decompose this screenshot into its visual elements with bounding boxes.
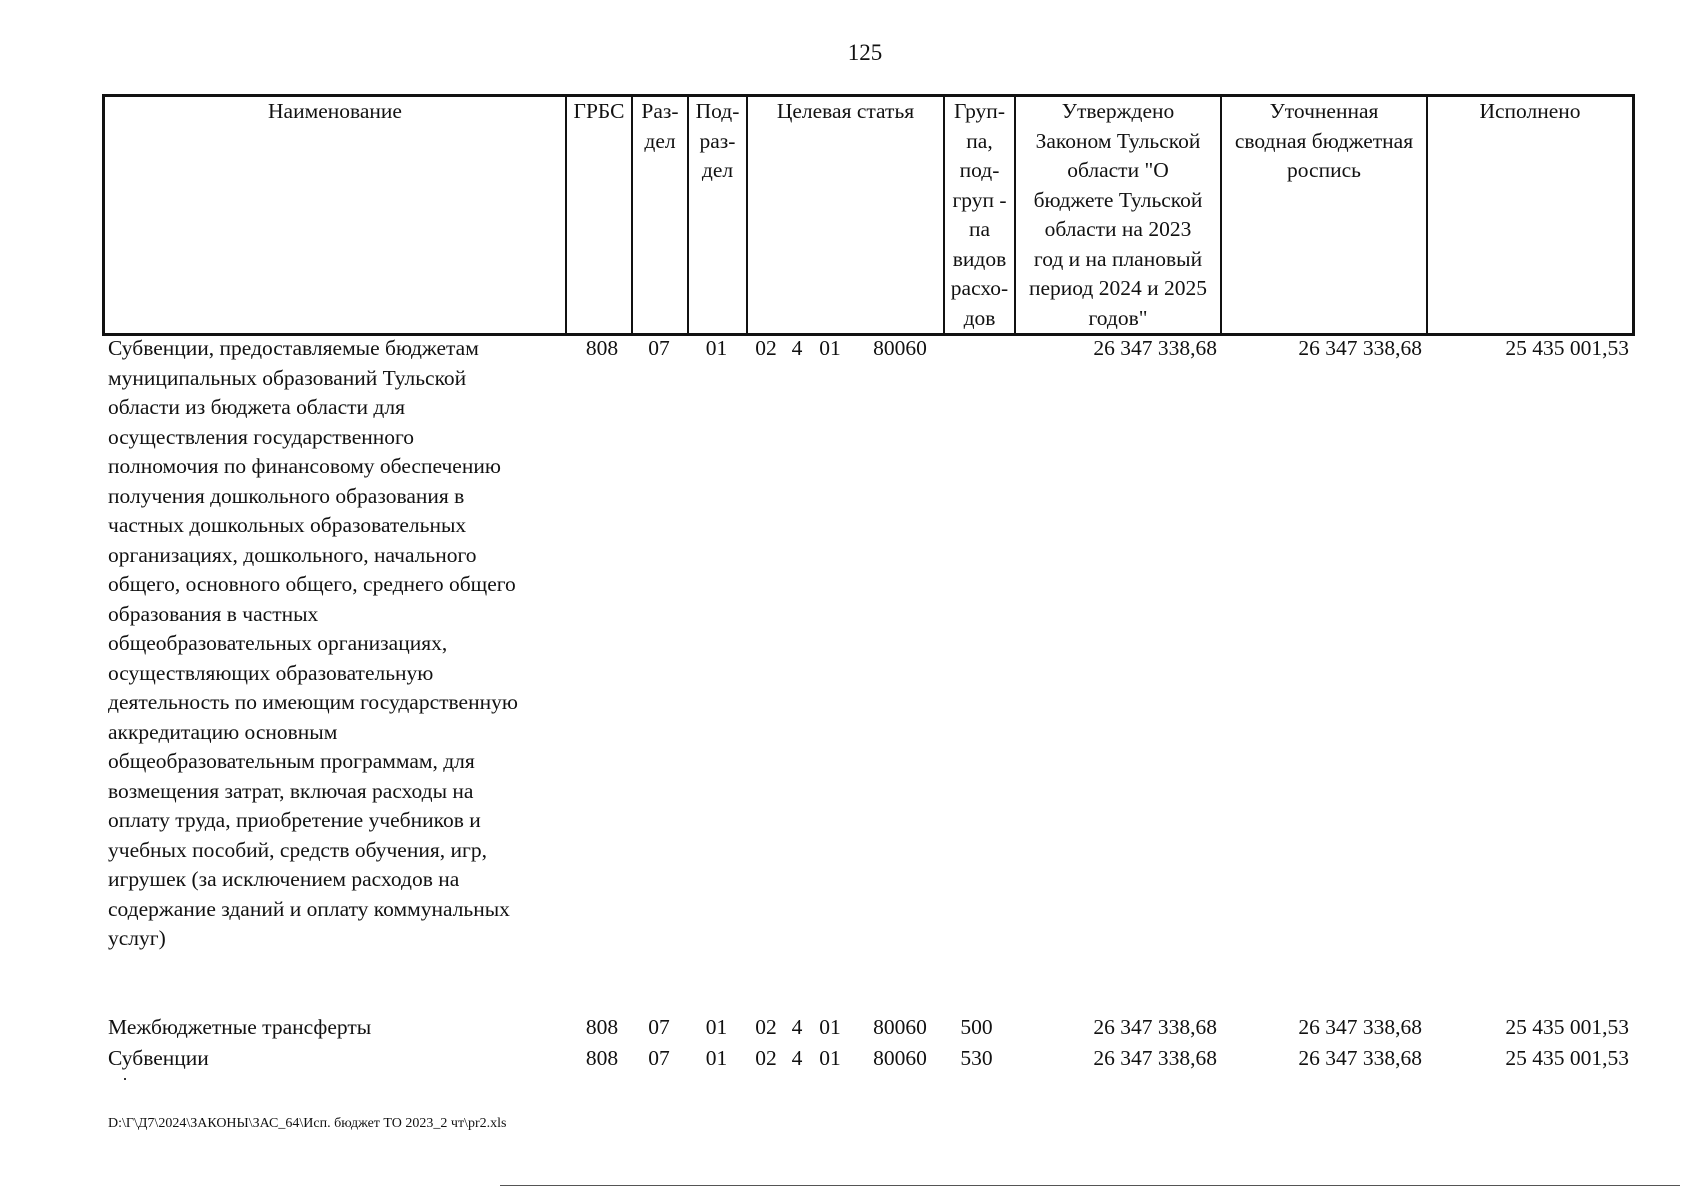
row-utochnennaya: 26 347 338,68	[1298, 1015, 1422, 1039]
row-tselevaya-part-3: 01	[819, 1015, 841, 1039]
row-tselevaya-part-1: 02	[755, 336, 777, 360]
header-utochnennaya-text: Уточненная сводная бюджетная роспись	[1234, 99, 1414, 182]
row-utverzhdeno: 26 347 338,68	[1093, 336, 1217, 360]
header-grbs-text: ГРБС	[573, 99, 625, 123]
header-podrazdel-text: Под- раз- дел	[695, 99, 740, 182]
header-gruppa	[944, 96, 1015, 335]
footer-file-path: D:\Г\Д7\2024\ЗАКОНЫ\ЗАС_64\Исп. бюджет ТО 2023_2 чт\pr2.xls	[108, 1116, 507, 1131]
header-utverzhdeno	[1015, 96, 1221, 335]
row-name: Субвенции, предоставляемые бюджетам муниципальных образований Тульской области из бюджета области для осуществления государственного полномочия по финансовому обеспечению получения дошкольного образования в частных дошкольных образовательных организациях, дошкольного, начального общего, основного общего, среднего общего образования в частных общеобразовательных организациях, осуществляющих образовательную деятельность по имеющим государственную аккредитацию основным общеобразовательным программам, для возмещения затрат, включая расходы на оплату труда, приобретение учебников и учебных пособий, средств обучения, игр, игрушек (за исключением расходов на содержание зданий и оплату коммунальных услуг)	[108, 336, 518, 950]
row-tselevaya-part-4: 80060	[873, 1046, 927, 1070]
row-razdel: 07	[648, 1046, 670, 1070]
header-ispolneno	[1427, 96, 1634, 335]
row-tselevaya-part-1: 02	[755, 1046, 777, 1070]
row-name: Субвенции	[108, 1046, 209, 1070]
header-ispolneno-text: Исполнено	[1479, 99, 1581, 123]
row-tselevaya-part-2: 4	[791, 1046, 803, 1070]
header-tselevaya	[747, 96, 944, 335]
row-ispolneno: 25 435 001,53	[1505, 336, 1629, 360]
header-name	[104, 96, 567, 335]
header-grbs	[566, 96, 632, 335]
row-utochnennaya: 26 347 338,68	[1298, 1046, 1422, 1070]
row-tselevaya-part-2: 4	[791, 1015, 803, 1039]
header-razdel-text: Раз- дел	[641, 99, 679, 153]
header-tselevaya-text: Целевая статья	[776, 99, 915, 123]
footer-divider	[500, 1185, 1680, 1186]
row-tselevaya-part-1: 02	[755, 1015, 777, 1039]
header-podrazdel	[688, 96, 747, 335]
row-ispolneno: 25 435 001,53	[1505, 1046, 1629, 1070]
row-utverzhdeno: 26 347 338,68	[1093, 1015, 1217, 1039]
row-tselevaya-part-3: 01	[819, 336, 841, 360]
row-razdel: 07	[648, 1015, 670, 1039]
row-grbs: 808	[585, 336, 619, 360]
row-utverzhdeno: 26 347 338,68	[1093, 1046, 1217, 1070]
row-gruppa: 500	[960, 1015, 993, 1039]
row-podrazdel: 01	[705, 1046, 728, 1070]
row-razdel: 07	[648, 336, 670, 360]
row-podrazdel: 01	[705, 336, 728, 360]
header-utochnennaya	[1221, 96, 1427, 335]
row-grbs: 808	[585, 1046, 619, 1070]
row-tselevaya-part-4: 80060	[873, 1015, 927, 1039]
row-utochnennaya: 26 347 338,68	[1298, 336, 1422, 360]
header-utverzhdeno-text: Утверждено Законом Тульской области "О бюджете Тульской области на 2023 год и на плановый период 2024 и 2025 годов"	[1028, 99, 1207, 330]
header-razdel	[632, 96, 688, 335]
row-tselevaya-part-2: 4	[791, 336, 803, 360]
row-gruppa: 530	[960, 1046, 993, 1070]
header-name-text: Наименование	[268, 99, 402, 123]
header-row	[104, 96, 1634, 335]
header-gruppa-text: Груп- па, под- груп - па видов расхо- дов	[950, 99, 1009, 330]
row-name: Межбюджетные трансферты	[108, 1015, 372, 1039]
row-podrazdel: 01	[705, 1015, 728, 1039]
row-ispolneno: 25 435 001,53	[1505, 1015, 1629, 1039]
page-number: 125	[847, 40, 883, 65]
table-header	[102, 94, 1635, 336]
row-tselevaya-part-4: 80060	[873, 336, 927, 360]
row-grbs: 808	[585, 1015, 619, 1039]
scan-dot	[124, 1078, 126, 1080]
row-tselevaya-part-3: 01	[819, 1046, 841, 1070]
